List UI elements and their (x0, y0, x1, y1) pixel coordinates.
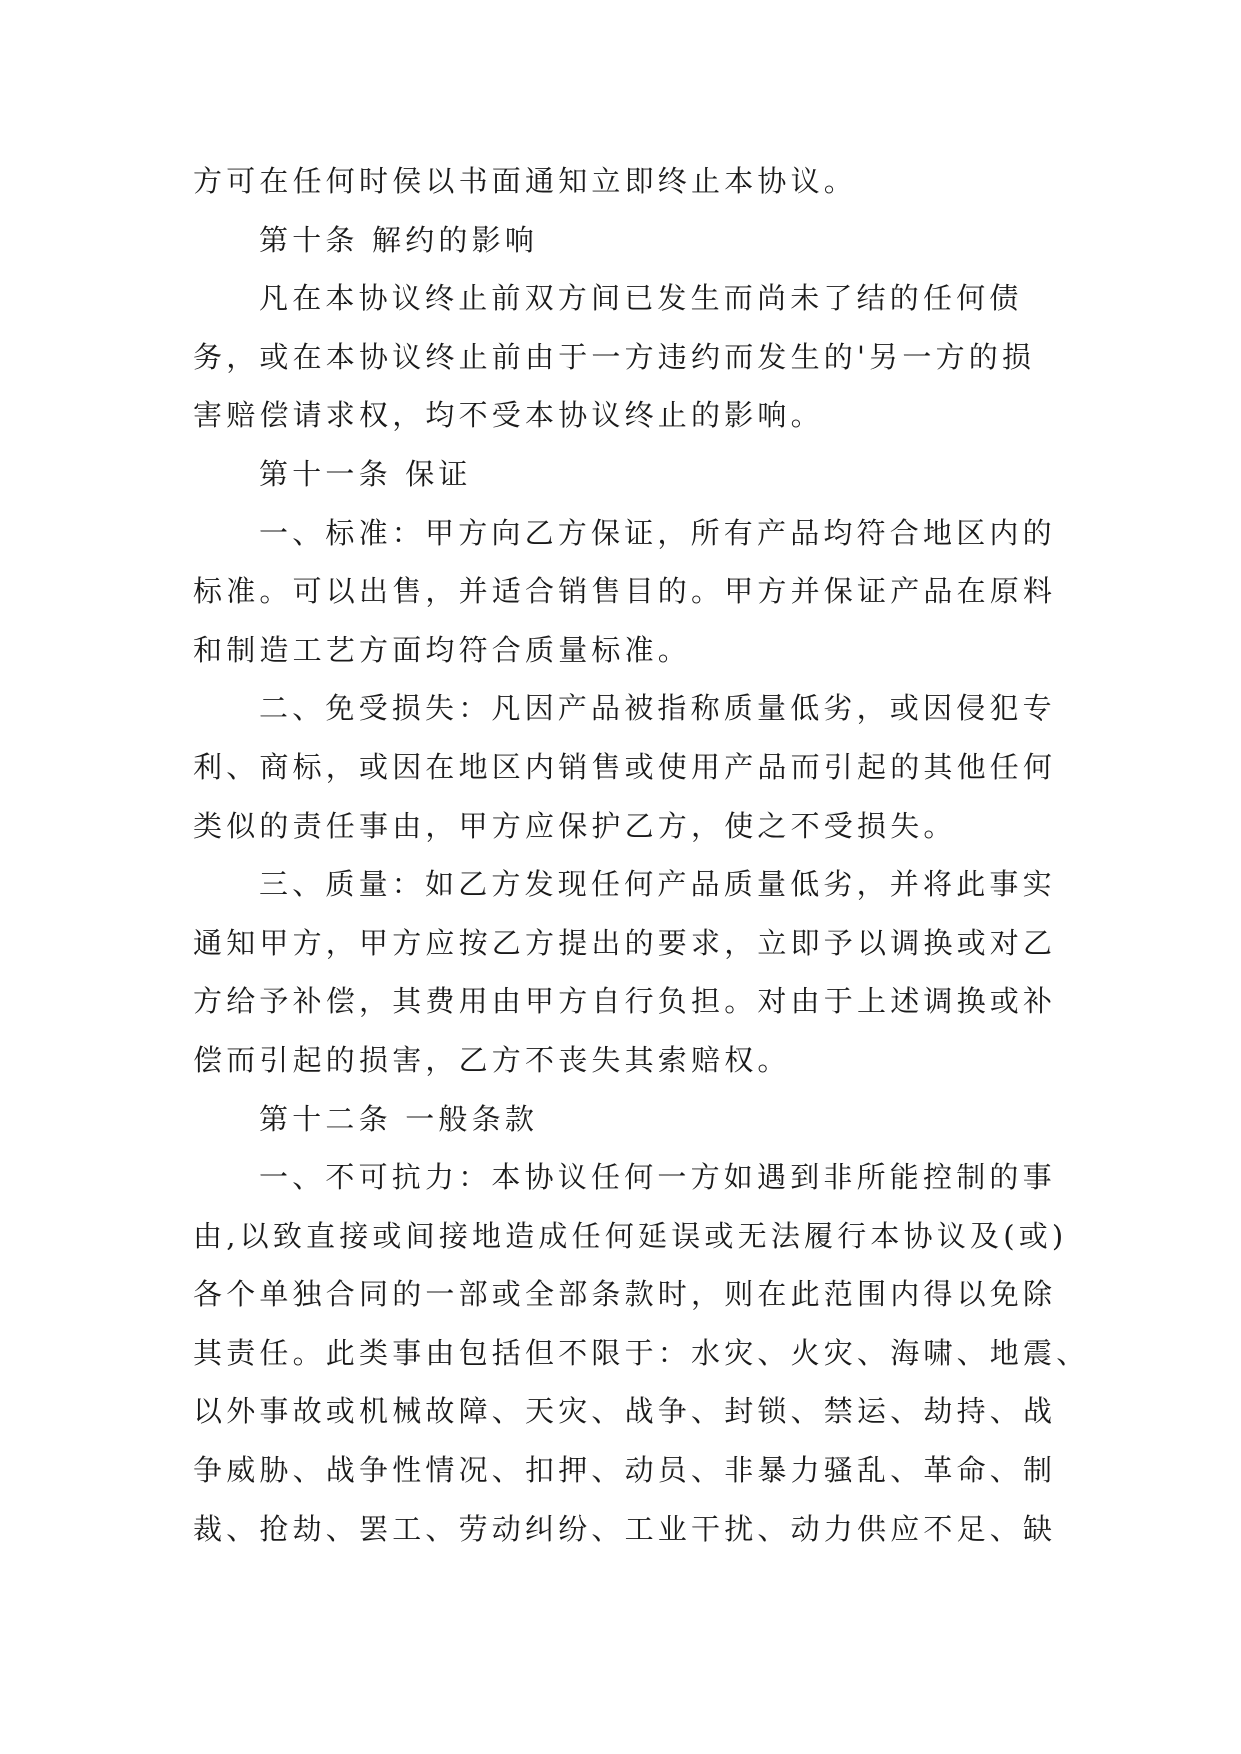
text-line: 类似的责任事由，甲方应保护乙方，使之不受损失。 (193, 808, 957, 843)
section-heading: 第十一条 保证 (259, 456, 472, 491)
text-line: 偿而引起的损害，乙方不丧失其索赔权。 (193, 1042, 791, 1077)
text-line: 害赔偿请求权，均不受本协议终止的影响。 (193, 398, 824, 433)
text-line: 争威胁、战争性情况、扣押、动员、非暴力骚乱、革命、制 (193, 1453, 1057, 1488)
document-body (193, 152, 1090, 1558)
text-line: 标准。可以出售，并适合销售目的。甲方并保证产品在原料 (193, 574, 1057, 609)
section-heading: 第十条 解约的影响 (259, 222, 539, 257)
text-line: 务，或在本协议终止前由于一方违约而发生的'另一方的损 (193, 339, 1036, 374)
text-line: 三、质量：如乙方发现任何产品质量低劣，并将此事实 (259, 867, 1056, 902)
text-line: 其责任。此类事由包括但不限于：水灾、火灾、海啸、地震、 (193, 1335, 1090, 1370)
text-line: 通知甲方，甲方应按乙方提出的要求，立即予以调换或对乙 (193, 925, 1057, 960)
text-line: 利、商标，或因在地区内销售或使用产品而引起的其他任何 (193, 749, 1057, 784)
text-line: 凡在本协议终止前双方间已发生而尚未了结的任何债 (259, 281, 1023, 316)
text-line: 方给予补偿，其费用由甲方自行负担。对由于上述调换或补 (193, 984, 1057, 1019)
text-line: 由,以致直接或间接地造成任何延误或无法履行本协议及(或) (193, 1218, 1068, 1253)
text-line: 和制造工艺方面均符合质量标准。 (193, 632, 692, 667)
text-line: 各个单独合同的一部或全部条款时，则在此范围内得以免除 (193, 1277, 1057, 1312)
text-line: 一、标准：甲方向乙方保证，所有产品均符合地区内的 (259, 515, 1056, 550)
text-line: 一、不可抗力：本协议任何一方如遇到非所能控制的事 (259, 1160, 1056, 1195)
text-line: 方可在任何时侯以书面通知立即终止本协议。 (193, 164, 858, 198)
section-heading: 第十二条 一般条款 (259, 1101, 539, 1136)
text-line: 二、免受损失：凡因产品被指称质量低劣，或因侵犯专 (259, 691, 1056, 726)
text-line: 裁、抢劫、罢工、劳动纠纷、工业干扰、动力供应不足、缺 (193, 1511, 1057, 1546)
text-line: 以外事故或机械故障、天灾、战争、封锁、禁运、劫持、战 (193, 1394, 1057, 1429)
